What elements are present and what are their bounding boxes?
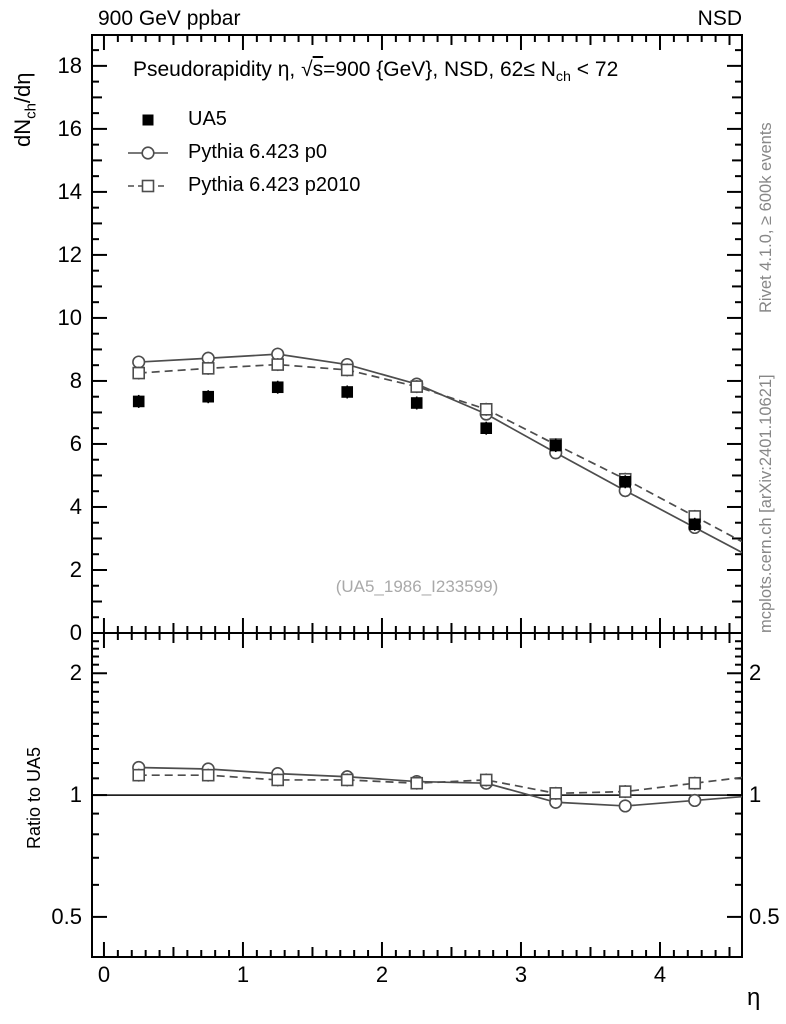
p2010-point: [203, 363, 214, 374]
p0-point: [133, 356, 145, 368]
y-tick-label: 10: [57, 304, 82, 330]
legend-label: Pythia 6.423 p2010: [188, 174, 361, 196]
ratio-p0-point: [689, 795, 701, 807]
ua5-point: [480, 422, 492, 434]
ua5-point: [619, 476, 631, 488]
x-tick-label: 1: [236, 962, 250, 987]
ratio-p2010-point: [550, 788, 561, 799]
ratio-p0-point: [619, 800, 631, 812]
title-pre: Pseudorapidity η,: [133, 58, 302, 81]
filled-square-icon: [126, 108, 184, 132]
x-tick-label: 0: [97, 962, 111, 987]
y-tick-label: 12: [57, 241, 82, 267]
y-tick-label: 2: [69, 556, 82, 582]
p2010-point: [133, 368, 144, 379]
event-class-label: NSD: [697, 7, 742, 30]
legend-item-p2010: [126, 169, 360, 202]
ratio-p2010-curve: [139, 775, 742, 793]
rivet-version-note: Rivet 4.1.0, ≥ 600k events: [757, 122, 775, 313]
ratio-tick-label-right: 0.5: [749, 903, 780, 929]
ratio-tick-label: 0.5: [51, 903, 82, 929]
y-tick-label: 4: [69, 493, 82, 519]
sqrt-arg: s: [312, 58, 324, 81]
ua5-point: [411, 397, 423, 409]
p2010-curve: [139, 365, 742, 542]
ratio-p0-curve: [139, 767, 742, 805]
mcplots-reference-note: mcplots.cern.ch [arXiv:2401.10621]: [757, 374, 775, 633]
y-tick-label: 16: [57, 115, 82, 141]
ratio-p2010-point: [203, 770, 214, 781]
p0-curve: [139, 354, 742, 552]
legend: [126, 103, 360, 202]
ua5-point: [689, 519, 701, 531]
ratio-tick-label-right: 2: [749, 660, 762, 686]
legend-item-p0: [126, 136, 360, 169]
legend-label: UA5: [188, 108, 227, 130]
ratio-p2010-point: [133, 770, 144, 781]
y-tick-label: 14: [57, 178, 82, 204]
title-post: < 72: [570, 58, 619, 81]
y-tick-label: 18: [57, 52, 82, 78]
ratio-axis-title: Ratio to UA5: [24, 746, 44, 849]
ylabel-sub: ch: [22, 103, 40, 119]
y-tick-label: 8: [69, 367, 82, 393]
analysis-id-watermark: (UA5_1986_I233599): [335, 577, 499, 596]
p2010-point: [272, 359, 283, 370]
ratio-p2010-point: [272, 774, 283, 785]
ylabel-pre: dN: [10, 118, 35, 147]
title-sub: ch: [555, 69, 571, 86]
y-tick-label: 0: [69, 620, 82, 645]
legend-label: Pythia 6.423 p0: [188, 141, 327, 163]
x-tick-label: 4: [653, 962, 667, 987]
x-tick-label: 2: [375, 962, 389, 987]
ratio-tick-label: 2: [69, 660, 82, 686]
beam-energy-label: 900 GeV ppbar: [98, 7, 241, 30]
ylabel-post: /dη: [10, 72, 35, 104]
y-tick-label: 6: [69, 430, 82, 456]
ratio-p2010-point: [411, 778, 422, 789]
ratio-p2010-point: [481, 774, 492, 785]
ratio-p2010-point: [342, 774, 353, 785]
solid-line-circle-icon: [126, 141, 184, 165]
ua5-point: [341, 386, 353, 398]
x-tick-label: 3: [514, 962, 528, 987]
ratio-p2010-point: [689, 778, 700, 789]
legend-item-ua5: [126, 103, 360, 136]
x-axis-title: η: [747, 984, 761, 1011]
ratio-p2010-point: [620, 786, 631, 797]
dashed-line-square-icon: [126, 174, 184, 198]
p2010-point: [411, 381, 422, 392]
title-mid: =900 {GeV}, NSD, 62≤ N: [323, 58, 556, 81]
ratio-tick-label-right: 1: [749, 782, 762, 808]
p2010-point: [342, 364, 353, 375]
ua5-point: [202, 391, 214, 403]
ua5-point: [133, 396, 145, 408]
plot-title: [133, 58, 619, 86]
sqrt-symbol: √: [301, 58, 313, 81]
ua5-point: [272, 381, 284, 393]
p2010-point: [481, 404, 492, 415]
ratio-tick-label: 1: [69, 782, 82, 808]
ua5-point: [550, 440, 562, 452]
